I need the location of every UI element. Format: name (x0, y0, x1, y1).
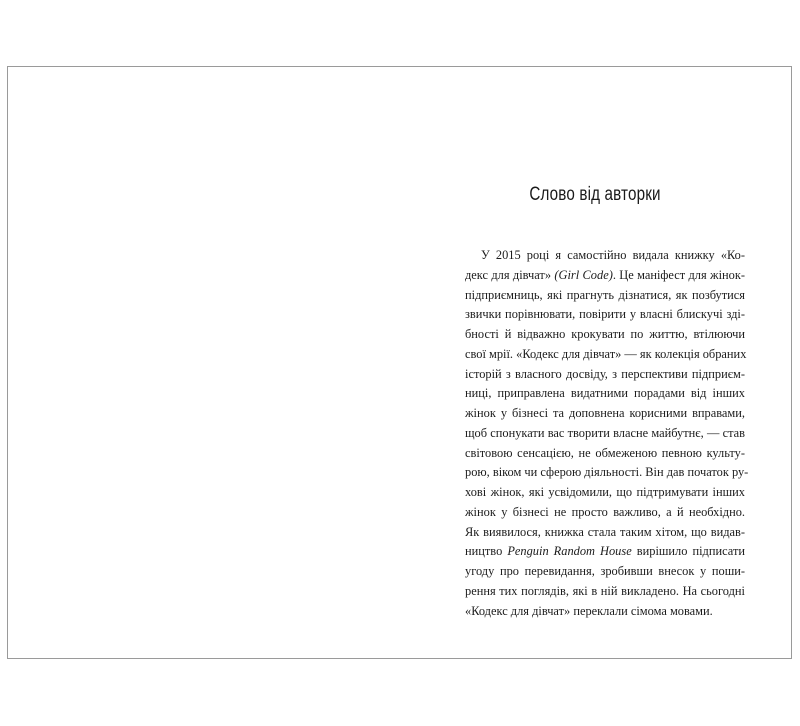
text-line: світовою сенсацією, не обмеженою певною культу- (465, 445, 745, 460)
text-line: звички порівнювати, повірити у власні блискучі зді- (465, 307, 745, 322)
text-line: підприємниць, які прагнуть дізнатися, як позбутися (465, 287, 745, 302)
text-line: жінок у бізнесі не просто важливо, а й необхідно. (465, 504, 745, 519)
text-line: бності й відважно крокувати по життю, втілюючи (465, 327, 745, 341)
text-line (465, 266, 745, 286)
text-line: історій з власного досвіду, з перспективи підприєм- (465, 366, 745, 381)
text-line: угоду про перевидання, зробивши внесок у поши- (465, 564, 745, 578)
text-line: свої мрії. «Кодекс для дівчат» — як колекція обраних (465, 346, 747, 361)
text-line: ниці, приправлена видатними порадами від інших (465, 386, 745, 401)
body-paragraph (465, 246, 749, 621)
text-line (465, 542, 745, 562)
text-segment-italic: Penguin Random House (507, 544, 632, 559)
text-line: жінок у бізнесі та доповнена корисними вправами, (465, 406, 745, 420)
text-line: щоб спонукати вас творити власне майбутнє, — став (465, 425, 745, 440)
text-line: хові жінок, які усвідомили, що підтримувати інших (465, 485, 745, 499)
text-line: рення тих поглядів, які в ній викладено. На сьогодні (465, 583, 745, 598)
text-segment: . Це маніфест для жінок- (612, 267, 745, 282)
text-segment-italic: (Girl Code) (554, 267, 613, 282)
text-line: рою, віком чи сферою діяльності. Він дав початок ру- (465, 465, 749, 480)
text-line: Як виявилося, книжка стала таким хітом, що видав- (465, 524, 745, 539)
text-segment: декс для дівчат» (465, 267, 552, 282)
text-segment: ництво (465, 544, 503, 559)
text-line: «Кодекс для дівчат» переклали сімома мовами. (465, 603, 713, 618)
chapter-title: Слово від авторки (529, 184, 661, 205)
text-segment: вирішило підписати (636, 544, 745, 559)
text-line: У 2015 році я самостійно видала книжку «Ко- (481, 248, 745, 262)
